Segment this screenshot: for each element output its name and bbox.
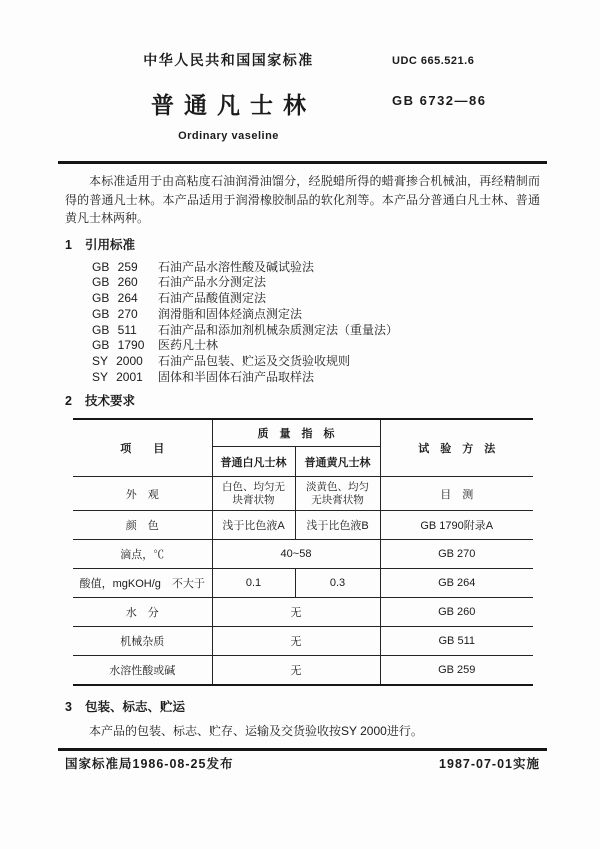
- list-item: [92, 323, 540, 339]
- table-row: [73, 656, 533, 685]
- ref-code: GB 1790: [92, 338, 145, 353]
- section-3-heading: [65, 700, 540, 715]
- list-item: [92, 307, 540, 323]
- ref-name: 石油产品酸值测定法: [158, 291, 267, 306]
- header-divider-rule: [58, 161, 547, 164]
- header-left-block: [65, 52, 392, 143]
- acid-alkali-method: GB 259: [380, 656, 533, 685]
- appearance-method: 目 测: [380, 477, 533, 511]
- col-header-item: 项 目: [73, 419, 212, 477]
- ref-code: GB 259: [92, 259, 138, 274]
- col-header-quality-indicators: 质 量 指 标: [212, 419, 380, 447]
- col-header-white-vaseline: 普通白凡士林: [212, 447, 295, 477]
- section-1-number: 1: [65, 237, 72, 252]
- table-row: [73, 598, 533, 627]
- water-method: GB 260: [380, 598, 533, 627]
- row-label-impurities: 机械杂质: [73, 627, 212, 656]
- appearance-yellow-value: [295, 477, 380, 511]
- water-value: 无: [212, 598, 380, 627]
- section-1-heading: [65, 238, 540, 253]
- list-item: [92, 338, 540, 354]
- ref-code: GB 511: [92, 322, 137, 337]
- acid-alkali-value: 无: [212, 656, 380, 685]
- value-line: 淡黄色、均匀: [306, 480, 369, 493]
- acid-white-value: 0.1: [212, 569, 295, 598]
- udc-number: UDC 665.521.6: [392, 55, 475, 67]
- ref-code: GB 264: [92, 291, 138, 306]
- acid-yellow-value: 0.3: [295, 569, 380, 598]
- row-label-water: 水 分: [73, 598, 212, 627]
- appearance-white-value: [212, 477, 295, 511]
- table-row: [73, 569, 533, 598]
- technical-requirements-table: [73, 418, 533, 686]
- table-row: [73, 477, 533, 511]
- col-header-yellow-vaseline: 普通黄凡士林: [295, 447, 380, 477]
- impurities-value: 无: [212, 627, 380, 656]
- value-line: 白色、均匀无: [222, 480, 285, 493]
- section-2-title: 技术要求: [84, 393, 135, 408]
- header-right-block: [392, 52, 540, 143]
- ref-code: GB 260: [92, 275, 138, 290]
- section-3-number: 3: [65, 699, 72, 714]
- color-white-value: 浅于比色液A: [212, 511, 295, 540]
- row-label-drop-point: 滴点，℃: [73, 540, 212, 569]
- referenced-standards-list: [92, 260, 540, 386]
- section-2-number: 2: [65, 393, 72, 408]
- row-label-acid-alkali: 水溶性酸或碱: [73, 656, 212, 685]
- standard-number: GB 6732—86: [392, 93, 487, 108]
- scope-paragraph: 本标准适用于由高粘度石油润滑油馏分，经脱蜡所得的蜡膏掺合机械油，再经精制而得的普通凡士林。本产品适用于润滑橡胶制品的软化剂等。本产品分普通白凡士林、普通黄凡士林两种。: [65, 174, 540, 225]
- drop-point-method: GB 270: [380, 540, 533, 569]
- list-item: [92, 260, 540, 276]
- section-3-title: 包装、标志、贮运: [84, 699, 185, 714]
- ref-code: SY 2001: [92, 370, 143, 385]
- color-method: GB 1790附录A: [380, 511, 533, 540]
- impurities-method: GB 511: [380, 627, 533, 656]
- ref-name: 润滑脂和固体烃滴点测定法: [158, 306, 303, 321]
- list-item: [92, 275, 540, 291]
- implementation-date: 1987-07-01实施: [439, 756, 540, 771]
- ref-name: 石油产品和添加剂机械杂质测定法（重量法）: [158, 322, 399, 337]
- footer-divider-rule: [58, 748, 547, 751]
- list-item: [92, 291, 540, 307]
- ref-name: 医药凡士林: [158, 338, 219, 353]
- value-line: 无块膏状物: [311, 493, 364, 506]
- ref-name: 石油产品水分测定法: [158, 275, 267, 290]
- acid-method: GB 264: [380, 569, 533, 598]
- value-line: 块膏状物: [232, 493, 275, 506]
- packaging-paragraph: 本产品的包装、标志、贮存、运输及交货验收按SY 2000进行。: [89, 723, 423, 738]
- list-item: [92, 370, 540, 386]
- ref-name: 固体和半固体石油产品取样法: [158, 370, 315, 385]
- section-2-heading: [65, 394, 540, 409]
- row-label-appearance: 外 观: [73, 477, 212, 511]
- row-label-acid-value: 酸值，mgKOH/g 不大于: [73, 569, 212, 598]
- list-item: [92, 354, 540, 370]
- document-title-english: Ordinary vaseline: [178, 130, 279, 142]
- page-content: [65, 0, 540, 772]
- document-header: [65, 52, 540, 143]
- issued-date: 国家标准局1986-08-25发布: [65, 756, 234, 771]
- col-header-test-method: 试 验 方 法: [380, 419, 533, 477]
- table-row: [73, 540, 533, 569]
- drop-point-value: 40~58: [212, 540, 380, 569]
- ref-name: 石油产品水溶性酸及碱试验法: [158, 259, 315, 274]
- section-1-title: 引用标准: [84, 237, 135, 252]
- document-title: 普通凡士林: [151, 92, 316, 118]
- table-row: [73, 627, 533, 656]
- row-label-color: 颜 色: [73, 511, 212, 540]
- table-row: [73, 511, 533, 540]
- standard-org-line: 中华人民共和国国家标准: [143, 52, 314, 68]
- ref-code: GB 270: [92, 306, 138, 321]
- ref-name: 石油产品包装、贮运及交货验收规则: [158, 354, 351, 369]
- table-header-row: [73, 419, 533, 447]
- color-yellow-value: 浅于比色液B: [295, 511, 380, 540]
- document-footer: [65, 756, 540, 772]
- ref-code: SY 2000: [92, 354, 143, 369]
